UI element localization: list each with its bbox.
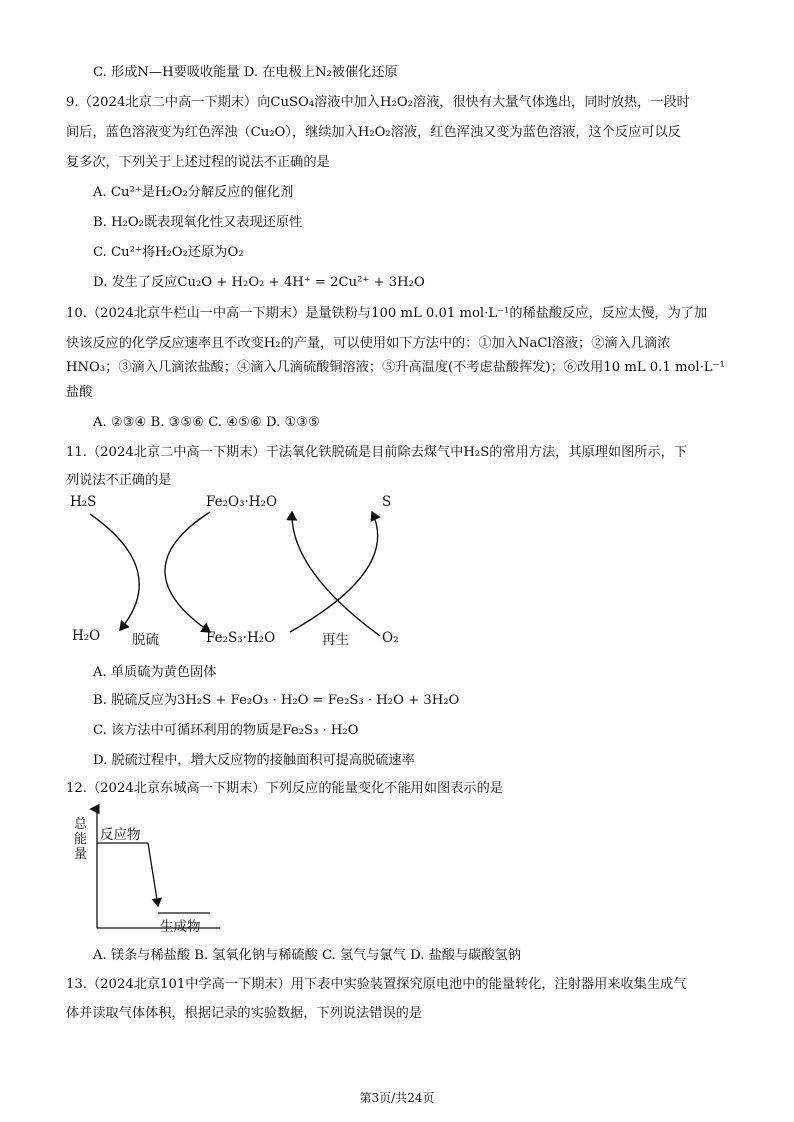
energy-axis-label: 总能量: [74, 817, 88, 862]
label-h2o: H₂O: [72, 628, 101, 644]
text-line-l8: D. 发生了反应Cu₂O + H₂O₂ + 4H⁺ = 2Cu²⁺ + 3H₂O: [93, 275, 425, 290]
text-line-l11: HNO₃；③滴入几滴浓盐酸；④滴入几滴硫酸铜溶液；⑤升高温度(不考虑盐酸挥发)；⑥改用10 mL 0.1 mol·L⁻¹: [66, 360, 725, 375]
label-h2s: H₂S: [70, 494, 97, 510]
text-line-l12: 盐酸: [66, 385, 93, 400]
energy-axes: [70, 803, 230, 938]
label-regeneration: 再生: [322, 632, 349, 648]
label-fe2s3-h2o: Fe₂S₃·H₂O: [206, 630, 276, 646]
text-line-l20: 12.（2024北京东城高一下期末）下列反应的能量变化不能用如图表示的是: [66, 781, 503, 796]
label-s: S: [382, 494, 392, 510]
label-fe2o3-h2o: Fe₂O₃·H₂O: [206, 494, 278, 510]
arrow-fe2o3-to-fe2s3: [165, 512, 210, 632]
transition-drop: [148, 843, 158, 906]
arrow-o2-to-fe2o3: [292, 512, 380, 636]
text-line-l19: D. 脱硫过程中，增大反应物的接触面积可提高脱硫速率: [93, 753, 415, 768]
text-line-l18: C. 该方法中可循环利用的物质是Fe₂S₃ · H₂O: [93, 723, 359, 738]
page-footer: 第3页/共24页: [359, 1091, 435, 1105]
text-line-l9: 10.（2024北京牛栏山一中高一下期末）是量铁粉与100 mL 0.01 mol·L⁻¹的稀盐酸反应，反应太慢，为了加: [66, 306, 708, 321]
desulfurization-cycle-diagram: [60, 490, 420, 660]
label-products: 生成物: [160, 919, 201, 935]
text-line-l16: A. 单质硫为黄色固体: [93, 665, 217, 680]
arrow-fe2s3-to-s: [290, 512, 378, 632]
text-line-l22: 13.（2024北京101中学高一下期末）用下表中实验装置探究原电池中的能量转化，注射器用来收集生成气: [66, 977, 687, 992]
text-line-l7: C. Cu²⁺将H₂O₂还原为O₂: [93, 245, 244, 260]
text-line-l2: 9.（2024北京二中高一下期末）向CuSO₄溶液中加入H₂O₂溶液，很快有大量气体逸出，同时放热，一段时: [66, 95, 690, 110]
text-line-l6: B. H₂O₂既表现氧化性又表现还原性: [93, 215, 303, 230]
text-line-l5: A. Cu²⁺是H₂O₂分解反应的催化剂: [93, 185, 294, 200]
label-reactants: 反应物: [100, 827, 141, 843]
text-line-l21: A. 镁条与稀盐酸 B. 氢氧化钠与稀硫酸 C. 氢气与氯气 D. 盐酸与碳酸氢钠: [93, 948, 521, 963]
energy-diagram: [70, 803, 230, 938]
text-line-l10: 快该反应的化学反应速率且不改变H₂的产量，可以使用如下方法中的：①加入NaCl溶液；②滴入几滴浓: [66, 336, 671, 351]
text-line-l4: 复多次，下列关于上述过程的说法不正确的是: [66, 155, 330, 170]
text-line-l1: C. 形成N—H要吸收能量 D. 在电极上N₂被催化还原: [93, 65, 398, 80]
text-line-l23: 体并读取气体体积，根据记录的实验数据，下列说法错误的是: [66, 1006, 423, 1021]
text-line-l13: A. ②③④ B. ③⑤⑥ C. ④⑤⑥ D. ①③⑤: [93, 415, 320, 430]
text-line-l17: B. 脱硫反应为3H₂S + Fe₂O₃ · H₂O = Fe₂S₃ · H₂O + 3H₂O: [93, 693, 460, 708]
text-line-l15: 列说法不正确的是: [66, 473, 172, 488]
label-desulfurization: 脱硫: [132, 632, 159, 648]
text-line-l3: 间后，蓝色溶液变为红色浑浊（Cu₂O），继续加入H₂O₂溶液，红色浑浊又变为蓝色溶液，这个反应可以反: [66, 125, 681, 140]
label-o2: O₂: [382, 630, 399, 646]
text-line-l14: 11.（2024北京二中高一下期末）干法氧化铁脱硫是目前除去煤气中H₂S的常用方法，其原理如图所示，下: [66, 445, 688, 460]
arrow-h2s-to-h2o: [90, 514, 139, 630]
